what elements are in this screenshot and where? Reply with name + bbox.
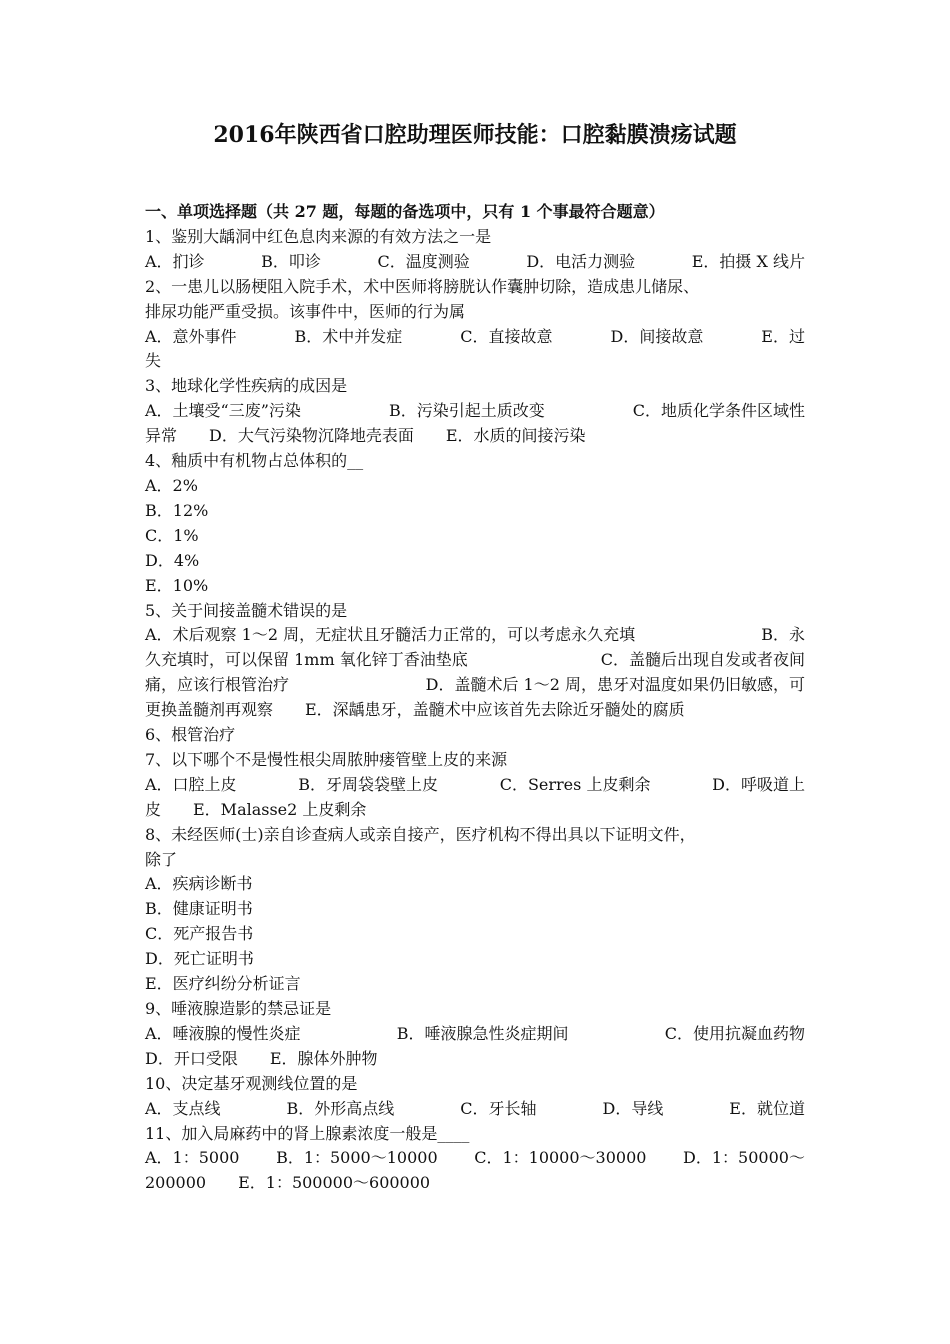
section-header: 一、单项选择题（共 27 题，每题的备选项中，只有 1 个事最符合题意）: [145, 202, 665, 221]
option-item: A．口腔上皮: [145, 774, 237, 794]
text-line: 6、根管治疗: [145, 725, 236, 745]
text-line: 3、地球化学性疾病的成因是: [145, 376, 348, 396]
option-item: C．牙长轴: [460, 1098, 537, 1118]
option-item: B．污染引起土质改变: [388, 401, 545, 421]
text-line: 皮 E．Malasse2 上皮剩余: [145, 799, 367, 819]
text-line: 除了: [145, 849, 178, 869]
option-item: A．唾液腺的慢性炎症: [145, 1023, 301, 1043]
option-item: D．电活力测验: [526, 251, 636, 271]
text-line: E．10%: [145, 575, 209, 595]
question-list: [145, 200, 805, 1196]
option-item: A．支点线: [145, 1098, 221, 1118]
text-line: D．开口受限 E．腺体外肿物: [145, 1048, 378, 1068]
option-line: [145, 648, 805, 673]
option-item: A．扪诊: [145, 251, 205, 271]
option-item: B．叩诊: [261, 251, 321, 271]
text-line: C．死产报告书: [145, 924, 254, 944]
text-line: B．12%: [145, 500, 209, 520]
text-line: 4、釉质中有机物占总体积的__: [145, 451, 364, 471]
option-item: B．永: [761, 625, 805, 645]
option-item: B．外形高点线: [286, 1098, 395, 1118]
option-item: B．唾液腺急性炎症期间: [396, 1023, 569, 1043]
option-item: A．术后观察 1～2 周，无症状且牙髓活力正常的，可以考虑永久充填: [145, 625, 636, 645]
option-item: A．1：5000: [145, 1148, 240, 1168]
option-line: [145, 623, 805, 648]
text-line: 排尿功能严重受损。该事件中，医师的行为属: [145, 301, 466, 321]
option-item: E．拍摄 X 线片: [691, 251, 805, 271]
option-item: C．直接故意: [460, 326, 553, 346]
option-item: D．间接故意: [610, 326, 704, 346]
option-line: [145, 1022, 805, 1047]
text-line: C．1%: [145, 525, 199, 545]
text-line: 7、以下哪个不是慢性根尖周脓肿瘘管壁上皮的来源: [145, 749, 508, 769]
text-line: D．4%: [145, 550, 200, 570]
option-line: [145, 1146, 805, 1171]
option-item: C．使用抗凝血药物: [664, 1023, 805, 1043]
text-line: 2、一患儿以肠梗阻入院手术，术中医师将膀胱认作囊肿切除，造成患儿储尿、: [145, 276, 700, 296]
text-line: 10、决定基牙观测线位置的是: [145, 1073, 358, 1093]
option-item: C．1：10000～30000: [474, 1148, 647, 1168]
text-line: 8、未经医师(士)亲自诊查病人或亲自接产，医疗机构不得出具以下证明文件，: [145, 824, 696, 844]
option-item: D．1：50000～: [683, 1148, 805, 1168]
text-line: B．健康证明书: [145, 899, 253, 919]
option-item: E．过: [761, 326, 805, 346]
text-line: 异常 D．大气污染物沉降地壳表面 E．水质的间接污染: [145, 426, 586, 446]
document-title: 2016年陕西省口腔助理医师技能：口腔黏膜溃疡试题: [213, 122, 737, 148]
option-item: D．导线: [602, 1098, 664, 1118]
option-line: [145, 250, 805, 275]
text-line: D．死亡证明书: [145, 949, 254, 969]
option-item: C．盖髓后出现自发或者夜间: [600, 650, 805, 670]
option-item: C．地质化学条件区域性: [632, 401, 805, 421]
option-item: B．牙周袋袋壁上皮: [298, 774, 439, 794]
option-item: A．意外事件: [145, 326, 237, 346]
option-item: 久充填时，可以保留 1mm 氧化锌丁香油垫底: [145, 650, 468, 670]
option-line: [145, 673, 805, 698]
option-item: B．术中并发症: [294, 326, 403, 346]
text-line: E．医疗纠纷分析证言: [145, 974, 301, 994]
text-line: 200000 E．1：500000～600000: [145, 1173, 431, 1193]
option-line: [145, 1097, 805, 1122]
option-item: E．就位道: [729, 1098, 805, 1118]
option-item: C．温度测验: [377, 251, 470, 271]
text-line: 11、加入局麻药中的肾上腺素浓度一般是____: [145, 1123, 470, 1143]
option-item: 痛，应该行根管治疗: [145, 675, 290, 695]
option-item: B．1：5000～10000: [276, 1148, 438, 1168]
text-line: 9、唾液腺造影的禁忌证是: [145, 999, 332, 1018]
option-line: [145, 399, 805, 424]
option-item: D．呼吸道上: [712, 774, 805, 794]
option-item: D．盖髓术后 1～2 周，患牙对温度如果仍旧敏感，可: [425, 675, 805, 695]
text-line: 5、关于间接盖髓术错误的是: [145, 600, 348, 620]
option-line: [145, 325, 805, 350]
text-line: A．疾病诊断书: [145, 874, 253, 894]
text-line: 失: [145, 351, 162, 371]
option-item: A．土壤受“三废”污染: [145, 401, 301, 421]
option-item: C．Serres 上皮剩余: [499, 774, 651, 794]
text-line: 1、鉴别大龋洞中红色息肉来源的有效方法之一是: [145, 226, 492, 246]
text-line: 更换盖髓剂再观察 E．深龋患牙，盖髓术中应该首先去除近牙髓处的腐质: [145, 700, 685, 720]
option-line: [145, 773, 805, 798]
text-line: A．2%: [145, 475, 198, 495]
